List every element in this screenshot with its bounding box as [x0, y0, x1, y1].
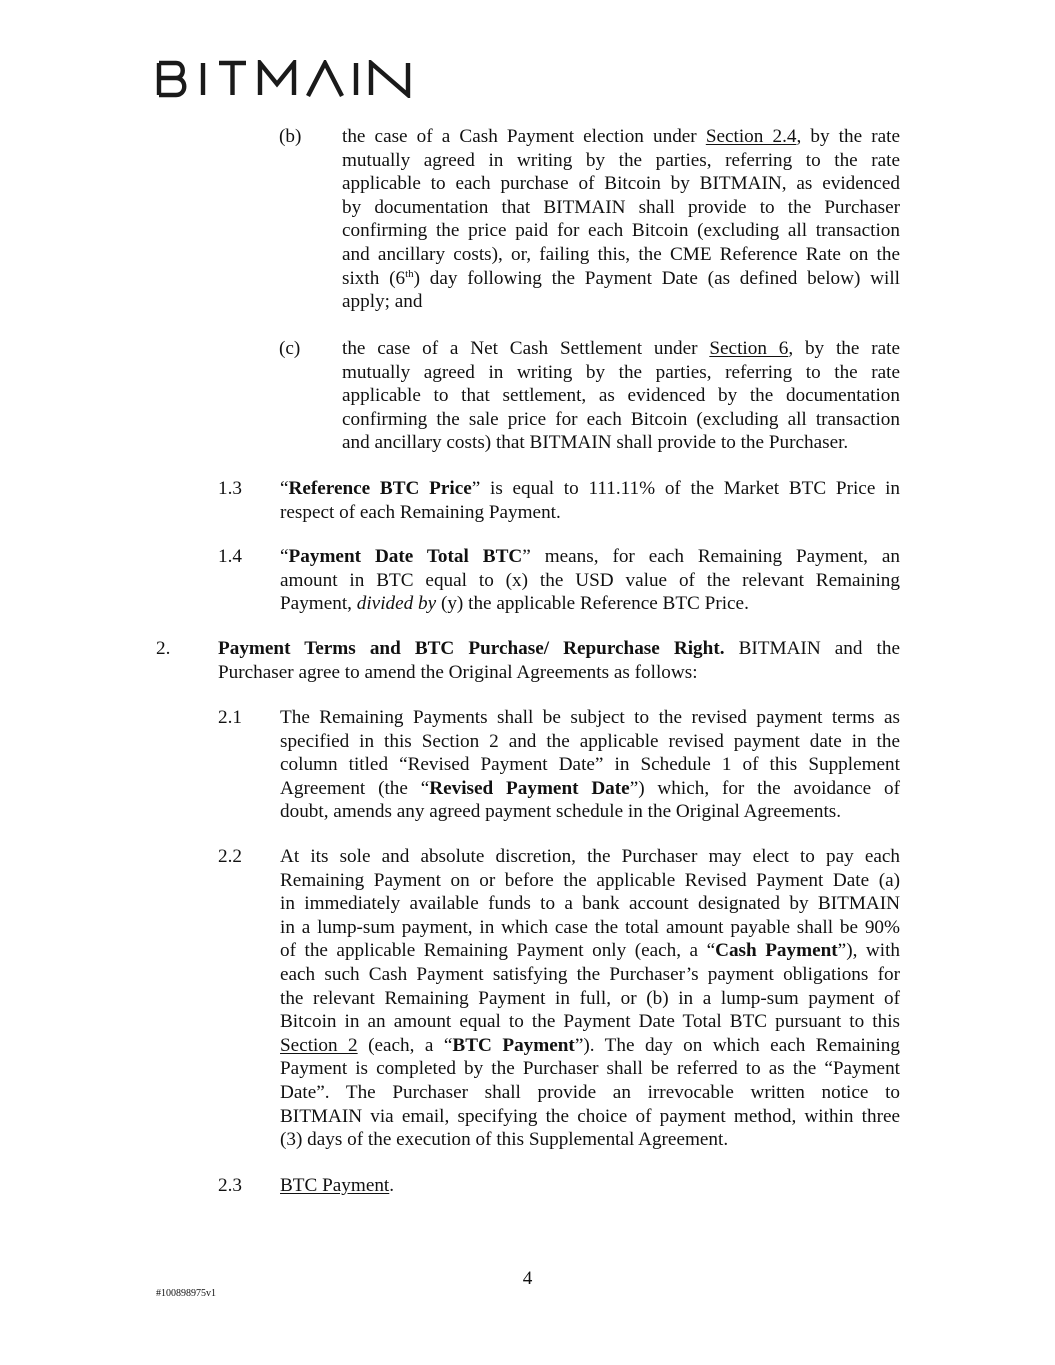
section-text — [280, 845, 900, 1152]
defined-term: Revised Payment Date — [429, 777, 630, 799]
clause-label: (c) — [279, 338, 301, 359]
section-number: 2.2 — [218, 846, 242, 867]
text-line: BITMAIN via email, specifying the choice of payment method, within three — [280, 1105, 900, 1127]
text-line: and ancillary costs) that BITMAIN shall provide to the Purchaser. — [342, 432, 849, 454]
section-text — [280, 477, 900, 524]
bitmain-logo — [156, 60, 414, 105]
section-number: 1.3 — [218, 478, 242, 499]
defined-term: BTC Payment — [452, 1034, 575, 1056]
text-line: and ancillary costs), or, failing this, the CME Reference Rate on the — [342, 243, 900, 265]
text-line: “Payment Date Total BTC” means, for each Remaining Payment, an — [280, 546, 900, 567]
section-text — [218, 637, 900, 684]
text-line: the case of a Cash Payment election under Section 2.4, by the rate — [342, 126, 900, 147]
text-line: “Reference BTC Price” is equal to 111.11% of the Market BTC Price in — [280, 478, 900, 499]
text-line: Purchaser agree to amend the Original Agreements as follows: — [218, 661, 698, 683]
section-reference: BTC Payment — [280, 1175, 390, 1196]
section-number: 1.4 — [218, 546, 242, 567]
text-line: Payment, divided by (y) the applicable Reference BTC Price. — [280, 593, 749, 615]
text-line: mutually agreed in writing by the parties, referring to the rate — [342, 361, 900, 383]
section-reference: Section 6 — [709, 338, 789, 359]
text-line: doubt, amends any agreed payment schedule in the Original Agreements. — [280, 801, 842, 823]
section-reference: Section 2.4 — [705, 126, 797, 147]
section-text — [280, 1174, 900, 1198]
text-line: Date”. The Purchaser shall provide an irrevocable written notice to — [280, 1081, 900, 1103]
document-id: #100898975v1 — [156, 1288, 216, 1299]
superscript: th — [405, 267, 414, 280]
clause-text — [342, 337, 900, 455]
section-reference: Section 2 — [280, 1034, 358, 1056]
text-line: by documentation that BITMAIN shall provide to the Purchaser — [342, 196, 900, 218]
text-line: Agreement (the “Revised Payment Date”) which, for the avoidance of — [280, 777, 900, 799]
text-line: sixth (6th) day following the Payment Date (as defined below) will — [342, 267, 900, 289]
text-line: in a lump-sum payment, in which case the total amount payable shall be 90% — [280, 916, 900, 938]
text-line: At its sole and absolute discretion, the Purchaser may elect to pay each — [280, 846, 900, 867]
section-number: 2.1 — [218, 707, 242, 728]
text-line: confirming the sale price for each Bitcoin (excluding all transaction — [342, 408, 900, 430]
section-number: 2.3 — [218, 1175, 242, 1196]
text-line: apply; and — [342, 291, 423, 313]
text-line: Section 2 (each, a “BTC Payment”). The day on which each Remaining — [280, 1034, 900, 1056]
clause-label: (b) — [279, 126, 302, 147]
text-line: each such Cash Payment satisfying the Purchaser’s payment obligations for — [280, 963, 900, 985]
text-line: Payment Terms and BTC Purchase/ Repurchase Right. BITMAIN and the — [218, 638, 900, 659]
defined-term: Payment Date Total BTC — [288, 546, 523, 567]
bitmain-logo-mark — [156, 60, 414, 98]
clause-text — [342, 125, 900, 314]
text-line: Payment is completed by the Purchaser shall be referred to as the “Payment — [280, 1058, 900, 1080]
text-line: The Remaining Payments shall be subject to the revised payment terms as — [280, 707, 900, 728]
text-line: amount in BTC equal to (x) the USD value of the relevant Remaining — [280, 569, 900, 591]
text-line: applicable to that settlement, as evidenced by the documentation — [342, 385, 900, 407]
text-line: applicable to each purchase of Bitcoin by BITMAIN, as evidenced — [342, 173, 900, 195]
text-line: BTC Payment. — [280, 1175, 395, 1196]
text-line: the relevant Remaining Payment in full, or (b) in a lump-sum payment of — [280, 987, 900, 1009]
text-line: column titled “Revised Payment Date” in Schedule 1 of this Supplement — [280, 754, 900, 776]
section-text — [280, 706, 900, 824]
text-line: (3) days of the execution of this Supplemental Agreement. — [280, 1129, 729, 1151]
text-line: specified in this Section 2 and the applicable revised payment date in the — [280, 730, 900, 752]
emphasis: divided by — [356, 593, 437, 615]
text-line: mutually agreed in writing by the parties, referring to the rate — [342, 149, 900, 171]
defined-term: Cash Payment — [715, 940, 838, 962]
section-text — [280, 545, 900, 616]
text-line: confirming the price paid for each Bitcoin (excluding all transaction — [342, 220, 900, 242]
text-line: respect of each Remaining Payment. — [280, 501, 561, 523]
section-number: 2. — [156, 638, 171, 659]
defined-term: Payment Terms and BTC Purchase/ Repurchase Right. — [218, 638, 725, 659]
text-line: Bitcoin in an amount equal to the Payment Date Total BTC pursuant to this — [280, 1011, 900, 1033]
text-line: in immediately available funds to a bank account designated by BITMAIN — [280, 893, 900, 915]
text-line: the case of a Net Cash Settlement under Section 6, by the rate — [342, 338, 900, 359]
text-line: Remaining Payment on or before the applicable Revised Payment Date (a) — [280, 869, 900, 891]
text-line: of the applicable Remaining Payment only (each, a “Cash Payment”), with — [280, 940, 900, 962]
defined-term: Reference BTC Price — [288, 478, 472, 499]
page-number: 4 — [522, 1268, 533, 1289]
